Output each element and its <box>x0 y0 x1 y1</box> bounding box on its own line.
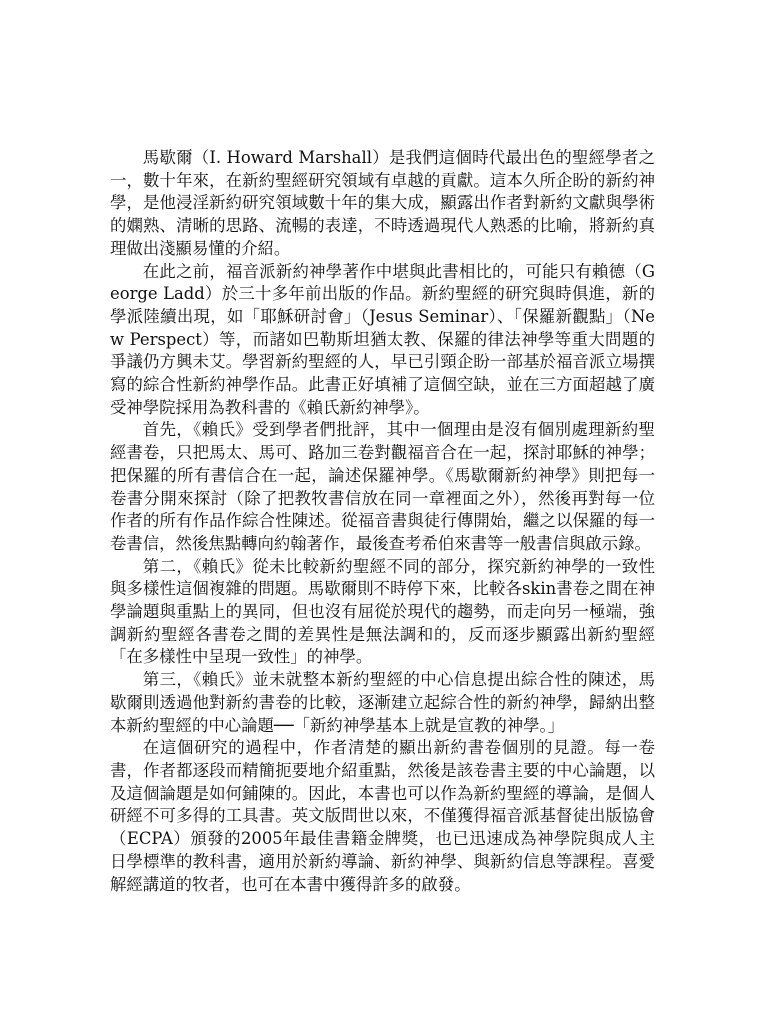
paragraph-3: 首先，《賴氏》受到學者們批評，其中一個理由是沒有個別處理新約聖經書卷，只把馬太、馬可、路加三卷對觀福音合在一起，探討耶穌的神學；把保羅的所有書信合在一起，論述保羅神學。《馬歇爾新約神學》則把每一卷書分開來探討（除了把教牧書信放在同一章裡面之外），然後再對每一位作者的所有作品作綜合性陳述。從福音書與徒行傳開始，繼之以保羅的每一卷書信，然後焦點轉向約翰著作，最後查考希伯來書等一般書信與啟示錄。 <box>110 420 655 553</box>
document-body <box>110 147 655 896</box>
paragraph-4: 第二，《賴氏》從未比較新約聖經不同的部分，探究新約神學的一致性與多樣性這個複雜的問題。馬歇爾則不時停下來，比較各skin書卷之間在神學論題與重點上的異同，但也沒有屈從於現代的趨勢，而走向另一極端，強調新約聖經各書卷之間的差異性是無法調和的，反而逐步顯露出新約聖經「在多樣性中呈現一致性」的神學。 <box>110 556 655 667</box>
paragraph-6: 在這個研究的過程中，作者清楚的顯出新約書卷個別的見證。每一卷書，作者都逐段而精簡扼要地介紹重點，然後是該卷書主要的中心論題，以及這個論題是如何鋪陳的。因此，本書也可以作為新約聖經的導論，是個人研經不可多得的工具書。英文版問世以來，不僅獲得福音派基督徒出版協會（ECPA）頒發的2005年最佳書籍金牌獎，也已迅速成為神學院與成人主日學標準的教科書，適用於新約導論、新約神學、與新約信息等課程。喜愛解經講道的牧者，也可在本書中獲得許多的啟發。 <box>110 738 655 894</box>
paragraph-5: 第三，《賴氏》並未就整本新約聖經的中心信息提出綜合性的陳述，馬歇爾則透過他對新約書卷的比較，逐漸建立起綜合性的新約神學，歸納出整本新約聖經的中心論題──「新約神學基本上就是宣教的神學。」 <box>110 670 655 735</box>
paragraph-1: 馬歇爾（I. Howard Marshall）是我們這個時代最出色的聖經學者之一，數十年來，在新約聖經研究領域有卓越的貢獻。這本久所企盼的新約神學，是他浸淫新約研究領域數十年的集大成，顯露出作者對新約文獻與學術的嫻熟、清晰的思路、流暢的表達，不時透過現代人熟悉的比喻，將新約真理做出淺顯易懂的介紹。 <box>110 148 655 258</box>
paragraph-2: 在此之前，福音派新約神學著作中堪與此書相比的，可能只有賴德（George Ladd）於三十多年前出版的作品。新約聖經的研究與時俱進，新的學派陸續出現，如「耶穌研討會」（Jesus Seminar）、「保羅新觀點」（New Perspect）等，而諸如巴勒斯坦猶太教、保羅的律法神學等重大問題的爭議仍方興未艾。學習新約聖經的人，早已引頸企盼一部基於福音派立場撰寫的綜合性新約神學作品。此書正好填補了這個空缺，並在三方面超越了廣受神學院採用為教科書的《賴氏新約神學》。 <box>110 261 655 417</box>
